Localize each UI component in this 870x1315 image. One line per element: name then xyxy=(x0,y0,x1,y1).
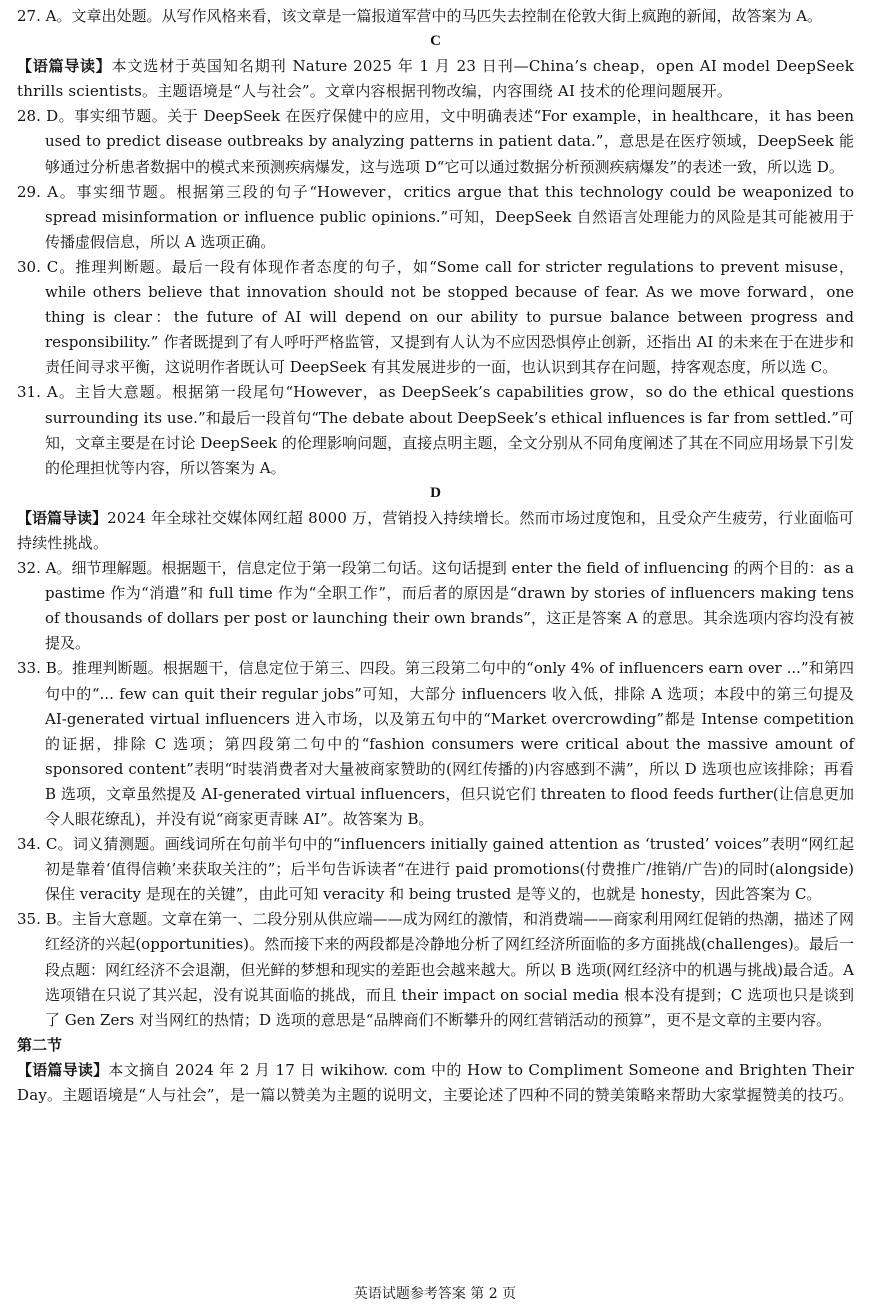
page-footer: 英语试题参考答案 第 2 页 xyxy=(353,1286,517,1302)
section-c-heading: C xyxy=(430,33,441,50)
answer-item-27: 27. A。文章出处题。从写作风格来看，该文章是一篇报道军营中的马匹失去控制在伦敦大街上疯跑的新闻，故答案为 A。 xyxy=(17,7,823,25)
answer-item-33: 33. B。推理判断题。根据题干，信息定位于第三、四段。第三段第二句中的“only 4% of influencers earn over ...”和第四句中的“... few can quit their regular jobs”可知，大部分 influencers 收入低，排除 A 选项；本段中的第三句提及 AI-generated virtual influencers 进入市场，以及第五句中的“Market overcrowding”都是 Intense competition 的证据，排除 C 选项；第四段第二句中的“fashion consumers were critical about the massive amount of sponsored content”表明“时装消费者对大量被商家赞助的(网红传播的)内容感到不满”，所以 D 选项也应该排除；再看 B 选项，文章虽然提及 AI-generated virtual influencers，但只说它们 threaten to flood feeds further(让信息更加令人眼花缭乱)，并没有说“商家更青睐 AI”。故答案为 B。 xyxy=(17,659,854,828)
answer-item-35: 35. B。主旨大意题。文章在第一、二段分别从供应端——成为网红的激情，和消费端——商家利用网红促销的热潮，描述了网红经济的兴起(opportunities)。然而接下来的两段都是冷静地分析了网红经济所面临的多方面挑战(challenges)。最后一段点题：网红经济不会退潮，但光鲜的梦想和现实的差距也会越来越大。所以 B 选项(网红经济中的机遇与挑战)最合适。A 选项错在只说了其兴起，没有说其面临的挑战，而且 their impact on social media 根本没有提到；C 选项也只是谈到了 Gen Zers 对当网红的热情；D 选项的意思是“品牌商们不断攀升的网红营销活动的预算”，更不是文章的主要内容。 xyxy=(17,910,854,1029)
guide-tag: 【语篇导读】 xyxy=(17,1060,109,1079)
answer-item-34: 34. C。词义猜测题。画线词所在句前半句中的“influencers initially gained attention as ‘trusted’ voices”表明“网红起初是靠着‘值得信赖’来获取关注的”；后半句告诉读者“在进行 paid promotions(付费推广/推销/广告)的同时(alongside)保住 veracity 是现在的关键”，由此可知 veracity 和 being trusted 是等义的，也就是 honesty，因此答案为 C。 xyxy=(17,835,854,904)
answer-item-29: 29. A。事实细节题。根据第三段的句子“However，critics argue that this technology could be weaponized to spread misinformation or influence public opinions.”可知，DeepSeek 自然语言处理能力的风险是其可能被用于传播虚假信息，所以 A 选项正确。 xyxy=(17,182,854,251)
guide-text: 本文选材于英国知名期刊 Nature 2025 年 1 月 23 日刊—China’s cheap，open AI model DeepSeek thrills scientists。主题语境是“人与社会”。文章内容根据刊物改编，内容围绕 AI 技术的伦理问题展开。 xyxy=(17,57,854,101)
section-2-heading: 第二节 xyxy=(17,1035,63,1054)
answer-item-30: 30. C。推理判断题。最后一段有体现作者态度的句子，如“Some call for stricter regulations to prevent misuse，while others believe that innovation should not be stopped because of fear. As we move forward，one thing is clear：the future of AI will depend on our ability to pursue balance between progress and responsibility.” 作者既提到了有人呼吁严格监管，又提到有人认为不应因恐惧停止创新，还指出 AI 的未来在于在进步和责任间寻求平衡，这说明作者既认可 DeepSeek 有其发展进步的一面，也认识到其存在问题，持客观态度，所以选 C。 xyxy=(17,257,854,377)
section-2-guide xyxy=(17,1058,854,1108)
guide-text: 2024 年全球社交媒体网红超 8000 万，营销投入持续增长。然而市场过度饱和，且受众产生疲劳，行业面临可持续性挑战。 xyxy=(17,508,854,552)
section-d-guide xyxy=(17,506,854,556)
answer-item-28: 28. D。事实细节题。关于 DeepSeek 在医疗保健中的应用，文中明确表述“For example，in healthcare，it has been used to predict disease outbreaks by analyzing patterns in patient data.”，意思是在医疗领域，DeepSeek 能够通过分析患者数据中的模式来预测疾病爆发，这与选项 D“它可以通过数据分析预测疾病爆发”的表述一致，所以选 D。 xyxy=(17,107,854,176)
answer-item-31: 31. A。主旨大意题。根据第一段尾句“However，as DeepSeek’s capabilities grow，so do the ethical questions surrounding its use.”和最后一段首句“The debate about DeepSeek’s ethical influences is far from settled.”可知，文章主要是在讨论 DeepSeek 的伦理影响问题，直接点明主题，全文分别从不同角度阐述了其在不同应用场景下引发的伦理担忧等内容，所以答案为 A。 xyxy=(17,383,854,477)
section-d-heading: D xyxy=(430,484,441,501)
section-c-guide xyxy=(17,54,854,104)
guide-text: 本文摘自 2024 年 2 月 17 日 wikihow. com 中的 How to Compliment Someone and Brighten Their Day。主题语境是“人与社会”，是一篇以赞美为主题的说明文，主要论述了四种不同的赞美策略来帮助大家掌握赞美的技巧。 xyxy=(17,1060,854,1105)
guide-tag: 【语篇导读】 xyxy=(17,508,108,527)
guide-tag: 【语篇导读】 xyxy=(17,57,112,76)
answer-item-32: 32. A。细节理解题。根据题干，信息定位于第一段第二句话。这句话提到 enter the field of influencing 的两个目的：as a pastime 作为“消遣”和 full time 作为“全职工作”，而后者的原因是“drawn by stories of influencers making tens of thousands of dollars per post or launching their own brands”，这正是答案 A 的意思。其余选项内容均没有被提及。 xyxy=(17,559,854,653)
